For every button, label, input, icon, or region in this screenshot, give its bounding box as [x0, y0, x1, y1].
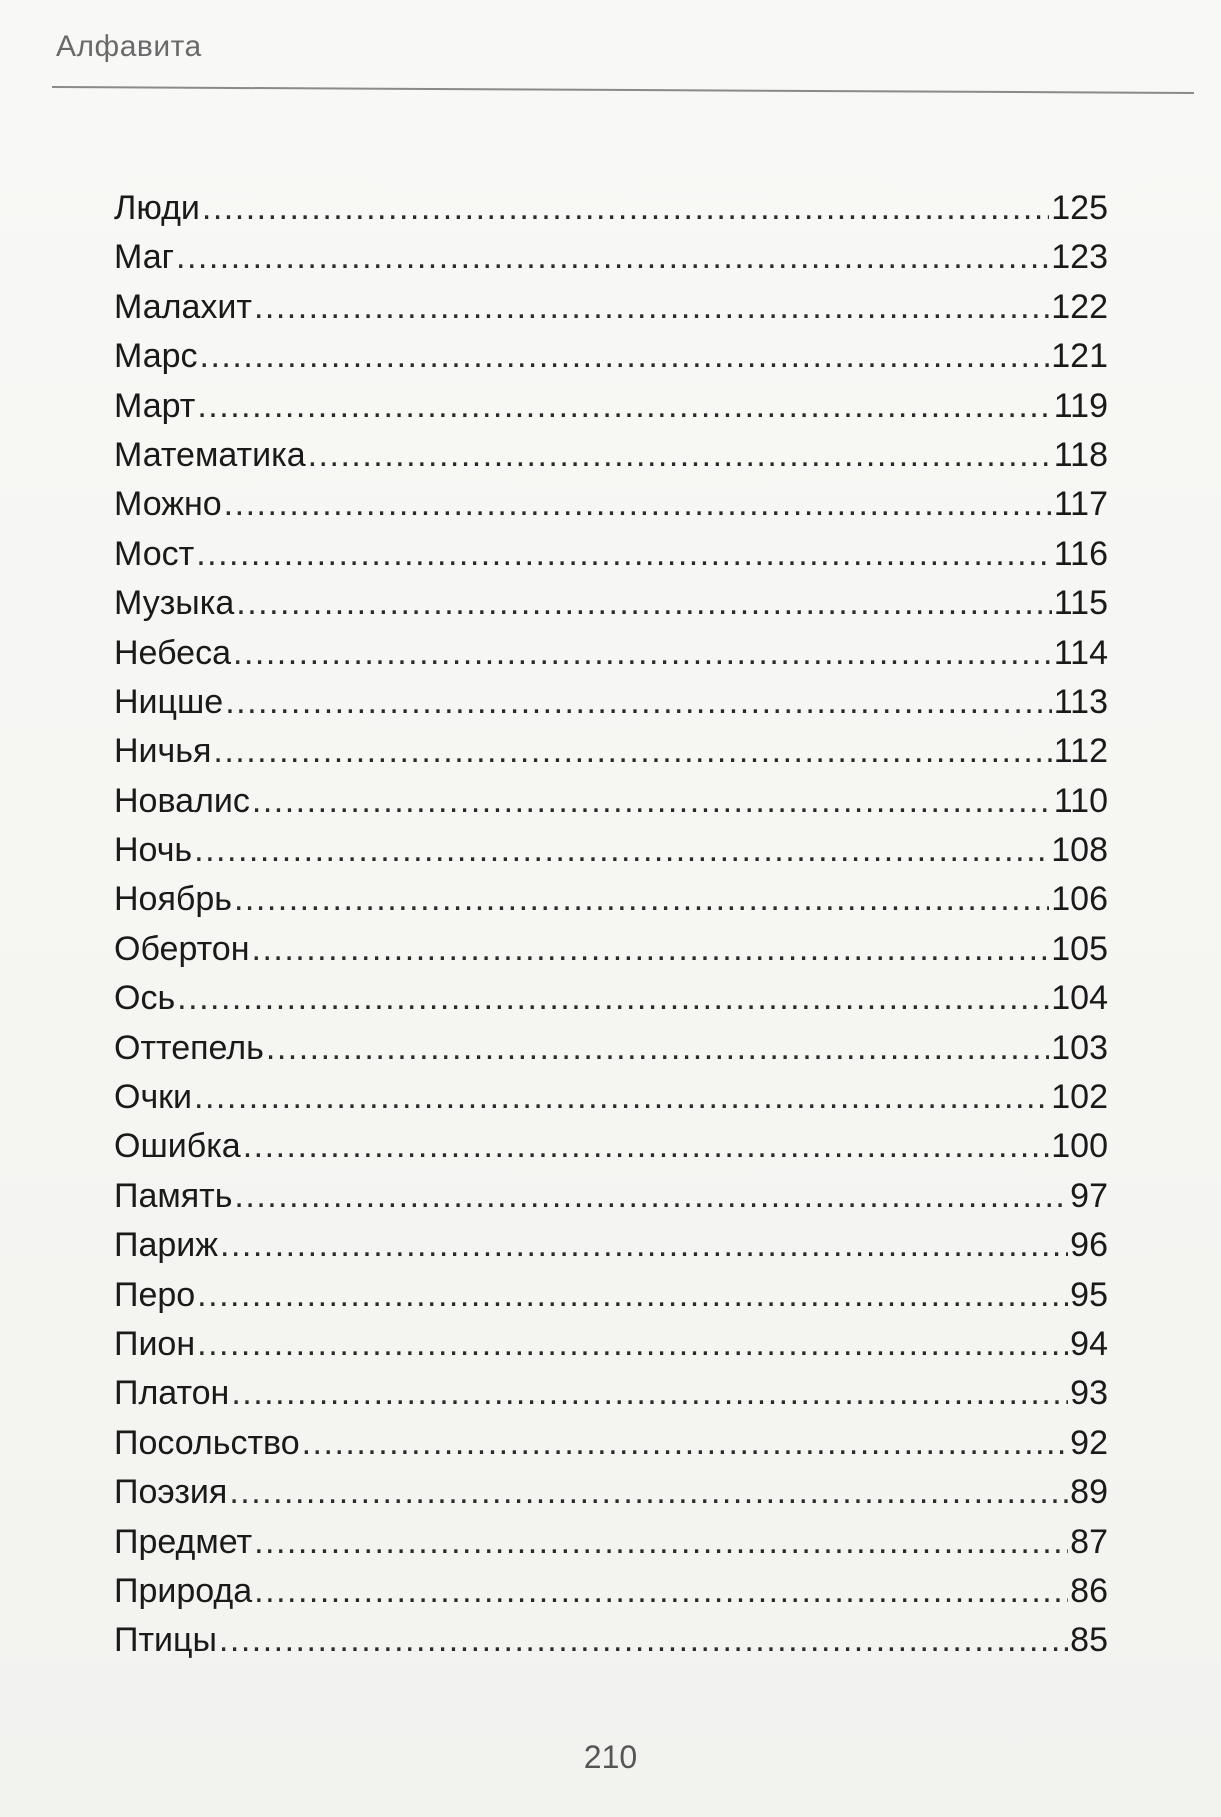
index-page-number: 96 — [1070, 1226, 1108, 1265]
index-entry — [114, 530, 1108, 579]
index-term: Платон — [114, 1374, 230, 1413]
page-number: 210 — [583, 1739, 638, 1775]
dot-leader — [176, 233, 1049, 282]
index-page-number: 103 — [1051, 1028, 1108, 1067]
dot-leader — [197, 382, 1051, 431]
index-page-number: 102 — [1051, 1078, 1108, 1117]
dot-leader — [236, 579, 1052, 628]
index-entry — [114, 826, 1108, 875]
index-entry — [114, 1073, 1108, 1122]
index-term: Ницше — [114, 682, 224, 721]
index-page-number: 118 — [1053, 435, 1108, 474]
dot-leader — [225, 678, 1052, 727]
index-entry — [114, 184, 1108, 233]
index-term: Ноябрь — [114, 880, 232, 919]
index-list — [114, 184, 1108, 1666]
index-term: Поэзия — [114, 1473, 228, 1512]
dot-leader — [229, 1468, 1068, 1517]
dot-leader — [213, 727, 1051, 776]
index-entry — [114, 1024, 1108, 1073]
dot-leader — [254, 283, 1049, 332]
index-term: Обертон — [114, 929, 250, 968]
index-entry — [114, 1567, 1108, 1616]
index-term: Перо — [114, 1275, 196, 1314]
index-term: Ничья — [114, 732, 212, 771]
dot-leader — [302, 1419, 1069, 1468]
index-entry — [114, 1221, 1108, 1270]
index-term: Ночь — [114, 831, 193, 870]
index-term: Пион — [114, 1324, 196, 1363]
index-term: Математика — [114, 435, 306, 474]
index-page-number: 92 — [1070, 1423, 1108, 1462]
index-page-number: 116 — [1053, 534, 1108, 573]
index-term: Малахит — [114, 287, 252, 326]
index-term: Предмет — [114, 1522, 253, 1561]
index-entry — [114, 480, 1108, 529]
index-entry — [114, 678, 1108, 727]
dot-leader — [202, 184, 1049, 233]
index-entry — [114, 431, 1108, 480]
index-term: Птицы — [114, 1621, 217, 1660]
index-entry — [114, 1616, 1108, 1665]
dot-leader — [266, 1024, 1049, 1073]
dot-leader — [254, 1567, 1068, 1616]
index-page-number: 105 — [1051, 929, 1108, 968]
index-page-number: 97 — [1070, 1176, 1108, 1215]
index-page-number: 86 — [1070, 1571, 1108, 1610]
running-head: Алфавита — [56, 30, 202, 63]
dot-leader — [231, 1369, 1068, 1418]
index-page-number: 85 — [1070, 1621, 1108, 1660]
dot-leader — [219, 1616, 1068, 1665]
index-page-number: 113 — [1053, 682, 1108, 721]
dot-leader — [233, 629, 1052, 678]
index-term: Люди — [114, 189, 200, 227]
dot-leader — [197, 1271, 1068, 1320]
index-page-number: 89 — [1070, 1473, 1108, 1512]
index-page-number: 115 — [1053, 584, 1108, 623]
index-entry — [114, 1271, 1108, 1320]
index-term: Новалис — [114, 781, 250, 820]
dot-leader — [308, 431, 1052, 480]
index-term: Музыка — [114, 584, 235, 623]
index-entry — [114, 875, 1108, 924]
index-term: Маг — [114, 238, 175, 277]
index-entry — [114, 974, 1108, 1023]
index-entry — [114, 1122, 1108, 1171]
index-term: Марс — [114, 337, 198, 376]
index-page-number: 112 — [1053, 732, 1108, 771]
index-page-number: 121 — [1051, 337, 1108, 376]
dot-leader — [252, 777, 1052, 826]
index-page-number: 104 — [1051, 979, 1108, 1018]
index-entry — [114, 925, 1108, 974]
index-term: Небеса — [114, 633, 231, 672]
index-entry — [114, 1419, 1108, 1468]
index-entry — [114, 579, 1108, 628]
index-page-number: 123 — [1051, 238, 1108, 277]
index-page-number: 125 — [1051, 189, 1108, 227]
dot-leader — [177, 974, 1049, 1023]
index-entry — [114, 1468, 1108, 1517]
index-term: Март — [114, 386, 196, 425]
index-entry — [114, 1172, 1108, 1221]
index-entry — [114, 727, 1108, 776]
index-term: Можно — [114, 485, 222, 524]
index-term: Ось — [114, 979, 176, 1018]
header-rule — [52, 86, 1194, 94]
index-entry — [114, 233, 1108, 282]
index-page-number: 110 — [1053, 781, 1108, 820]
dot-leader — [197, 1320, 1068, 1369]
index-term: Ошибка — [114, 1127, 241, 1166]
index-page-number: 108 — [1051, 831, 1108, 870]
dot-leader — [194, 826, 1049, 875]
index-term: Очки — [114, 1078, 193, 1117]
dot-leader — [234, 1172, 1068, 1221]
dot-leader — [196, 530, 1052, 579]
index-entry — [114, 382, 1108, 431]
index-page-number: 94 — [1070, 1324, 1108, 1363]
index-entry — [114, 283, 1108, 332]
index-page-number: 106 — [1051, 880, 1108, 919]
index-term: Посольство — [114, 1423, 300, 1462]
index-entry — [114, 332, 1108, 381]
index-page-number: 100 — [1051, 1127, 1108, 1166]
index-term: Природа — [114, 1571, 253, 1610]
dot-leader — [234, 875, 1049, 924]
dot-leader — [254, 1518, 1068, 1567]
index-page-number: 119 — [1053, 386, 1108, 425]
index-page-number: 117 — [1053, 485, 1108, 524]
index-page-number: 122 — [1051, 287, 1108, 326]
index-entry — [114, 629, 1108, 678]
index-entry — [114, 1320, 1108, 1369]
dot-leader — [220, 1221, 1068, 1270]
dot-leader — [224, 480, 1052, 529]
dot-leader — [252, 925, 1050, 974]
index-term: Память — [114, 1176, 233, 1215]
index-page-number: 95 — [1070, 1275, 1108, 1314]
dot-leader — [194, 1073, 1049, 1122]
index-term: Оттепель — [114, 1028, 264, 1067]
index-page-number: 93 — [1070, 1374, 1108, 1413]
dot-leader — [243, 1122, 1050, 1171]
index-entry — [114, 777, 1108, 826]
dot-leader — [200, 332, 1050, 381]
index-term: Мост — [114, 534, 195, 573]
index-term: Париж — [114, 1226, 218, 1265]
index-page-number: 87 — [1070, 1522, 1108, 1561]
index-entry — [114, 1518, 1108, 1567]
index-entry — [114, 1369, 1108, 1418]
index-page-number: 114 — [1053, 633, 1108, 672]
